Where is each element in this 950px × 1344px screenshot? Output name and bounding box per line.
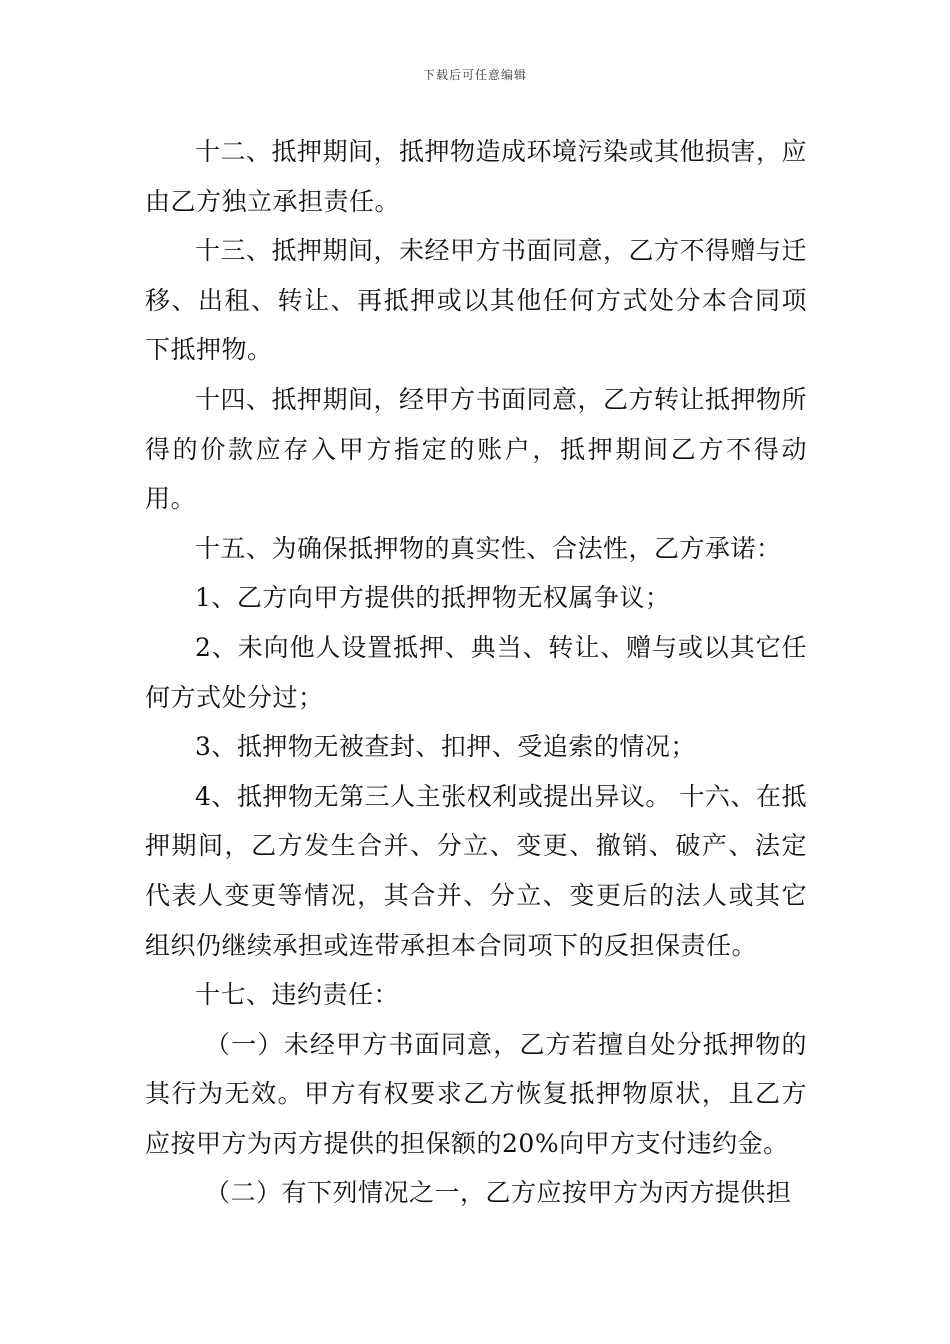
commitment-item-2: 2、未向他人设置抵押、典当、转让、赠与或以其它任何方式处分过； (145, 632, 807, 712)
clause-13: 十三、抵押期间，未经甲方书面同意，乙方不得赠与迁移、出租、转让、再抵押或以其他任何方式处分本合同项下抵押物。 (145, 236, 808, 365)
page-header: 下载后可任意编辑 (422, 68, 527, 82)
document-body (145, 127, 807, 1218)
liability-item-1: （一）未经甲方书面同意，乙方若擅自处分抵押物的其行为无效。甲方有权要求乙方恢复抵押物原状，且乙方应按甲方为丙方提供的担保额的20%向甲方支付违约金。 (145, 1029, 807, 1158)
clause-14: 十四、抵押期间，经甲方书面同意，乙方转让抵押物所得的价款应存入甲方指定的账户，抵押期间乙方不得动用。 (145, 384, 808, 514)
liability-item-2: （二）有下列情况之一，乙方应按甲方为丙方提供担 (205, 1178, 792, 1208)
commitment-item-1: 1、乙方向甲方提供的抵押物无权属争议； (195, 583, 671, 613)
clause-12: 十二、抵押期间，抵押物造成环境污染或其他损害，应由乙方独立承担责任。 (145, 137, 808, 216)
clause-15: 十五、为确保抵押物的真实性、合法性，乙方承诺： (195, 533, 782, 563)
commitment-item-4-and-clause-16: 4、抵押物无第三人主张权利或提出异议。 十六、在抵押期间，乙方发生合并、分立、变更、撤销、破产、法定代表人变更等情况，其合并、分立、变更后的法人或其它组织仍继续承担或连带承担本合同项下的反担保责任。 (145, 781, 807, 960)
clause-17: 十七、违约责任： (195, 980, 400, 1010)
commitment-item-3: 3、抵押物无被查封、扣押、受追索的情况； (195, 732, 696, 762)
